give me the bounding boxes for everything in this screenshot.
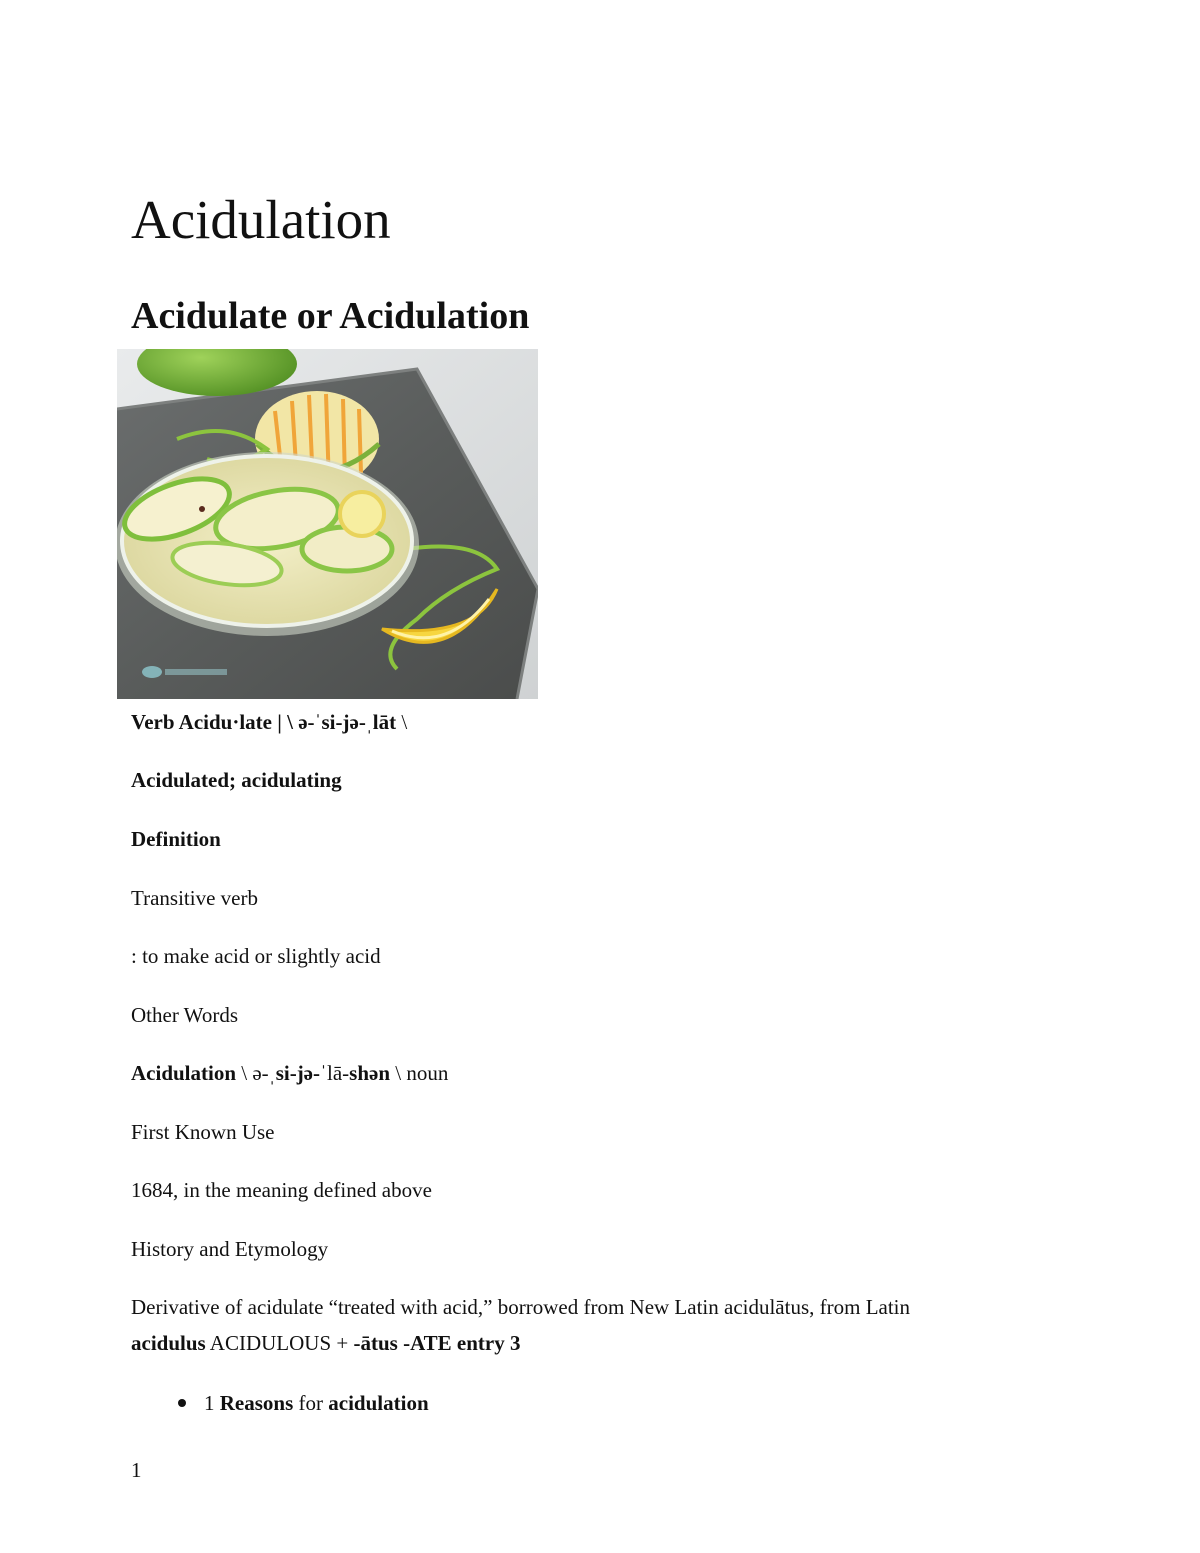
noun-word: Acidulation [131, 1061, 237, 1085]
first-use-label: First Known Use [131, 1120, 275, 1144]
document-subtitle: Acidulate or Acidulation [131, 295, 530, 337]
etymology-text: ACIDULOUS + [205, 1331, 354, 1355]
other-words-label: Other Words [131, 1003, 238, 1027]
inflections: Acidulated; acidulating [131, 768, 342, 792]
document-title: Acidulation [131, 189, 391, 250]
noun-pron-part: ˈlā- [320, 1061, 350, 1085]
photo-illustration [117, 349, 538, 699]
history-label: History and Etymology [131, 1237, 329, 1261]
noun-entry [131, 1059, 448, 1087]
headword: Verb Acidu·late | \ ə-ˈ [131, 710, 322, 734]
etymology-suffix: -ātus -ATE entry 3 [353, 1331, 521, 1355]
toc-list-item[interactable] [178, 1389, 429, 1417]
toc-text: acidulation [328, 1391, 429, 1415]
definition-heading: Definition [131, 827, 221, 851]
etymology-line-1: Derivative of acidulate “treated with acid,” borrowed from New Latin acidulātus, from Latin [131, 1295, 911, 1319]
noun-pron-part: shən [349, 1061, 391, 1085]
headword-suffix: \ [396, 710, 408, 734]
toc-number: 1 [204, 1391, 215, 1415]
toc-text: Reasons [219, 1391, 294, 1415]
noun-pron-part: \ noun [390, 1061, 449, 1085]
etymology-line-2 [131, 1329, 521, 1357]
noun-pron-part: \ ə-ˌ [236, 1061, 276, 1085]
toc-text: for [293, 1391, 329, 1415]
headword-line [131, 708, 407, 736]
bullet-icon [178, 1399, 186, 1407]
page-number: 1 [131, 1458, 142, 1482]
part-of-speech: Transitive verb [131, 886, 258, 910]
noun-pron-part: si-jə- [275, 1061, 320, 1085]
first-use-text: 1684, in the meaning defined above [131, 1178, 432, 1202]
etymology-latin-word: acidulus [131, 1331, 206, 1355]
acidulated-apples-photo [117, 349, 538, 699]
headword-pronunciation: si-jə-ˌlāt [321, 710, 397, 734]
definition-text: : to make acid or slightly acid [131, 944, 381, 968]
